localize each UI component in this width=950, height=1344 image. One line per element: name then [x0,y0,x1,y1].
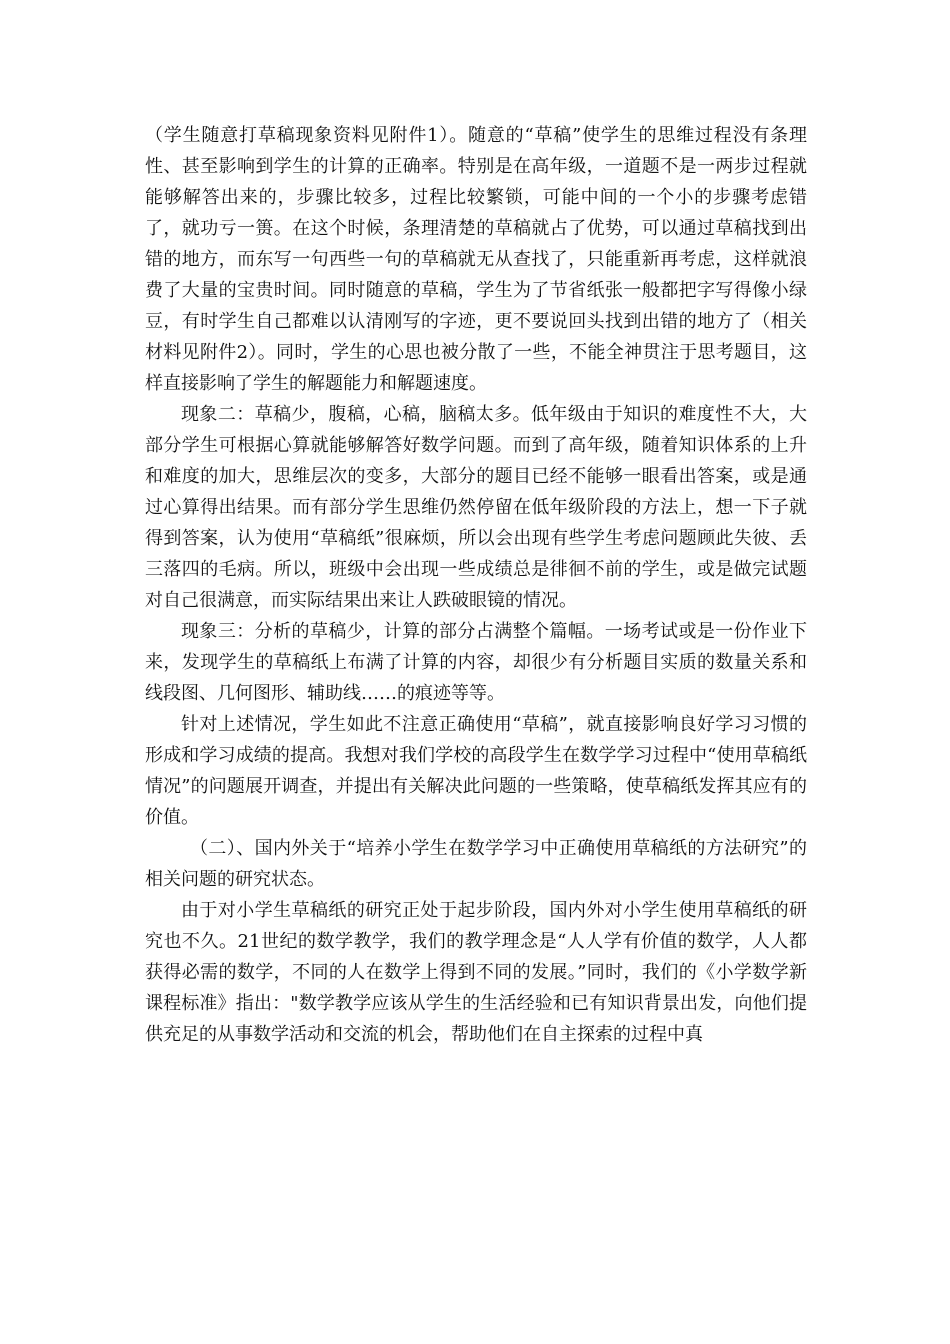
paragraph-research-status: 由于对小学生草稿纸的研究正处于起步阶段，国内外对小学生使用草稿纸的研究也不久。21世纪的数学教学，我们的教学理念是“人人学有价值的数学，人人都获得必需的数学，不同的人在数学上得到不同的发展。”同时，我们的《小学数学新课程标准》指出："数学教学应该从学生的生活经验和已有知识背景出发，向他们提供充足的从事数学活动和交流的机会，帮助他们在自主探索的过程中真 [145,900,807,1045]
paragraph-phenomenon-two: 现象二：草稿少，腹稿，心稿，脑稿太多。低年级由于知识的难度性不大，大部分学生可根据心算就能够解答好数学问题。而到了高年级，随着知识体系的上升和难度的加大，思维层次的变多，大部分的题目已经不能够一眼看出答案，或是通过心算得出结果。而有部分学生思维仍然停留在低年级阶段的方法上，想一下子就得到答案，认为使用“草稿纸”很麻烦，所以会出现有些学生考虑问题顾此失彼、丢三落四的毛病。所以，班级中会出现一些成绩总是徘徊不前的学生，或是做完试题对自己很满意，而实际结果出来让人跌破眼镜的情况。 [145,404,807,611]
paragraph-continuation: （学生随意打草稿现象资料见附件1）。随意的“草稿”使学生的思维过程没有条理性、甚至影响到学生的计算的正确率。特别是在高年级，一道题不是一两步过程就能够解答出来的，步骤比较多，过程比较繁锁，可能中间的一个小的步骤考虑错了，就功亏一篑。在这个时候，条理清楚的草稿就占了优势，可以通过草稿找到出错的地方，而东写一句西些一句的草稿就无从查找了，只能重新再考虑，这样就浪费了大量的宝贵时间。同时随意的草稿，学生为了节省纸张一般都把字写得像小绿豆，有时学生自己都难以认清刚写的字迹，更不要说回头找到出错的地方了（相关材料见附件2）。同时，学生的心思也被分散了一些，不能全神贯注于思考题目，这样直接影响了学生的解题能力和解题速度。 [145,125,807,394]
document-page [145,120,807,1050]
paragraph-phenomenon-three: 现象三：分析的草稿少，计算的部分占满整个篇幅。一场考试或是一份作业下来，发现学生的草稿纸上布满了计算的内容，却很少有分析题目实质的数量关系和线段图、几何图形、辅助线……的痕迹等等。 [145,621,807,704]
paragraph-summary: 针对上述情况，学生如此不注意正确使用“草稿”，就直接影响良好学习习惯的形成和学习成绩的提高。我想对我们学校的高段学生在数学学习过程中“使用草稿纸情况”的问题展开调查，并提出有关解决此问题的一些策略，使草稿纸发挥其应有的价值。 [145,714,807,828]
section-heading: （二）、国内外关于“培养小学生在数学学习中正确使用草稿纸的方法研究”的相关问题的研究状态。 [145,838,807,890]
